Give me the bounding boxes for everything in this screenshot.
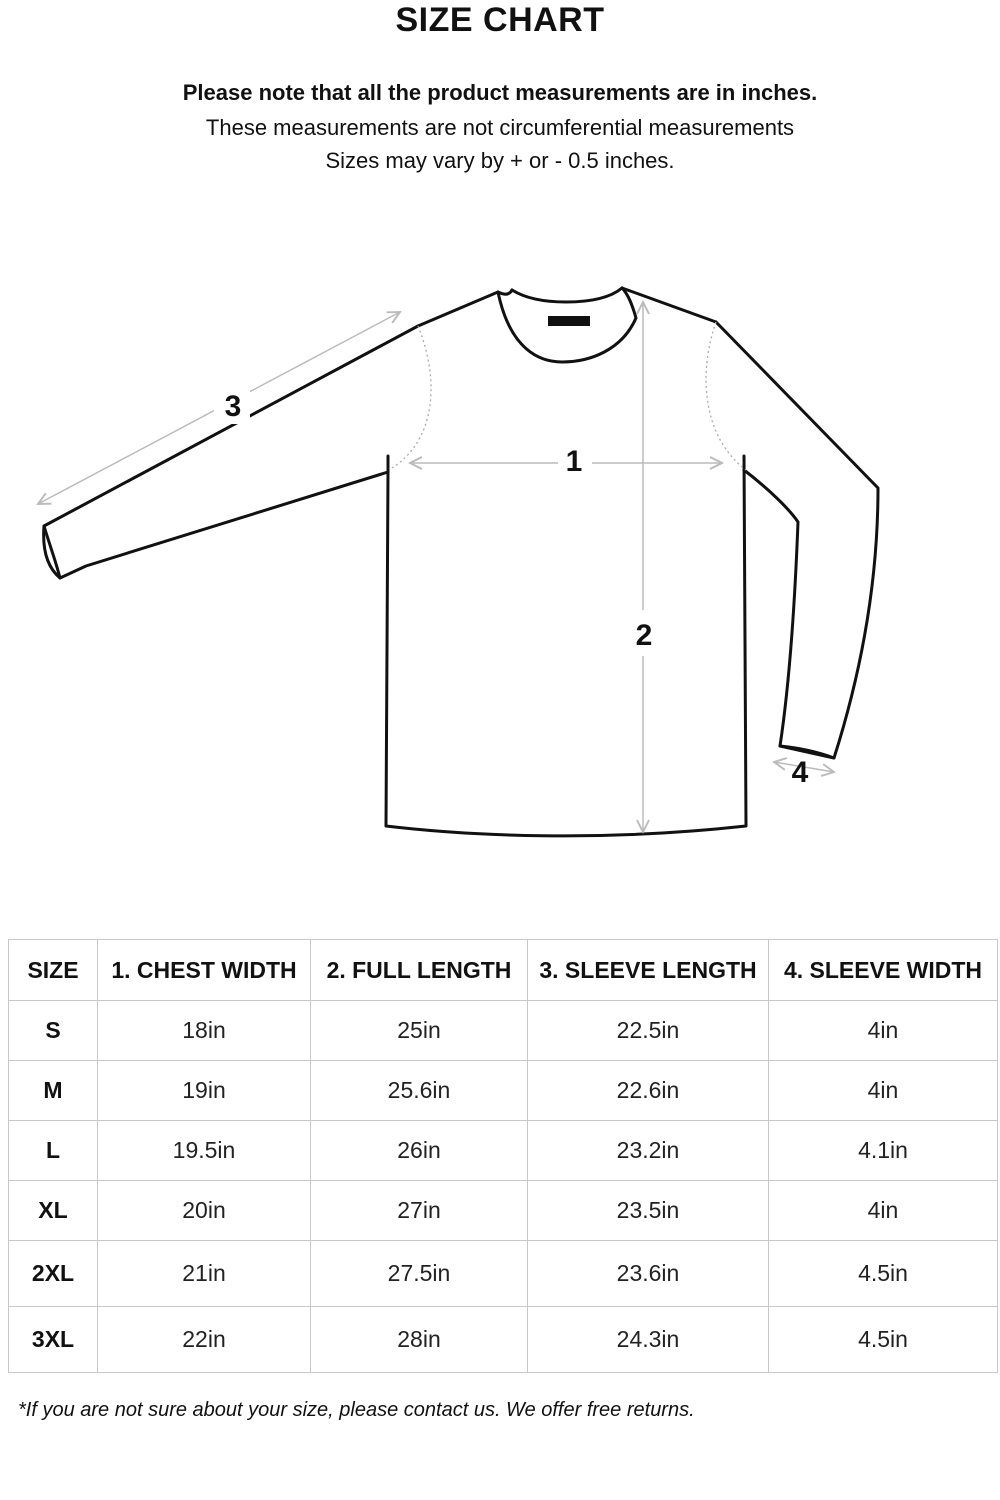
chest-width-cell: 19in: [98, 1061, 311, 1121]
label-sleeve-length: 3: [224, 390, 242, 423]
label-chest-width: 1: [565, 445, 583, 478]
shirt-body: [386, 456, 746, 836]
left-sleeve: [44, 326, 418, 578]
sleeve-width-cell: 4in: [769, 1001, 998, 1061]
collar-band: [498, 290, 512, 294]
shirt-measurement-diagram: [0, 270, 1000, 850]
size-cell: M: [9, 1061, 98, 1121]
table-row: [9, 1061, 998, 1121]
full-length-cell: 25in: [311, 1001, 528, 1061]
sleeve-length-cell: 22.5in: [528, 1001, 769, 1061]
sleeve-width-cell: 4in: [769, 1061, 998, 1121]
chest-width-cell: 18in: [98, 1001, 311, 1061]
header-sleeve-length: 3. SLEEVE LENGTH: [528, 940, 769, 1001]
header-full-length: 2. FULL LENGTH: [311, 940, 528, 1001]
collar-inner: [512, 288, 622, 302]
table-row: [9, 1307, 998, 1373]
size-cell: 3XL: [9, 1307, 98, 1373]
size-cell: XL: [9, 1181, 98, 1241]
sleeve-length-cell: 23.2in: [528, 1121, 769, 1181]
note-not-circumferential: These measurements are not circumferential measurements: [205, 115, 795, 140]
chest-width-cell: 21in: [98, 1241, 311, 1307]
footnote-returns: *If you are not sure about your size, please contact us. We offer free returns.: [18, 1399, 695, 1421]
size-cell: L: [9, 1121, 98, 1181]
full-length-cell: 25.6in: [311, 1061, 528, 1121]
sleeve-width-cell: 4.5in: [769, 1307, 998, 1373]
chest-width-cell: 19.5in: [98, 1121, 311, 1181]
size-table: [8, 939, 998, 1373]
header-size: SIZE: [9, 940, 98, 1001]
header-chest-width: 1. CHEST WIDTH: [98, 940, 311, 1001]
full-length-cell: 26in: [311, 1121, 528, 1181]
header-sleeve-width: 4. SLEEVE WIDTH: [769, 940, 998, 1001]
table-row: [9, 1001, 998, 1061]
sleeve-length-cell: 22.6in: [528, 1061, 769, 1121]
left-shoulder: [418, 292, 498, 326]
sleeve-length-cell: 23.5in: [528, 1181, 769, 1241]
full-length-cell: 28in: [311, 1307, 528, 1373]
chest-width-cell: 22in: [98, 1307, 311, 1373]
label-full-length: 2: [635, 619, 653, 652]
chest-width-cell: 20in: [98, 1181, 311, 1241]
size-cell: 2XL: [9, 1241, 98, 1307]
label-sleeve-width: 4: [791, 756, 809, 789]
neck-label: [548, 316, 590, 326]
table-row: [9, 1121, 998, 1181]
page-title: SIZE CHART: [395, 1, 605, 39]
sleeve-width-cell: 4.1in: [769, 1121, 998, 1181]
shirt-outline: [44, 288, 878, 836]
table-row: [9, 1181, 998, 1241]
sleeve-length-cell: 23.6in: [528, 1241, 769, 1307]
right-sleeve: [716, 322, 878, 758]
sleeve-width-cell: 4.5in: [769, 1241, 998, 1307]
measurement-guides: [38, 302, 834, 832]
table-row: [9, 1241, 998, 1307]
sleeve-length-cell: 24.3in: [528, 1307, 769, 1373]
full-length-cell: 27in: [311, 1181, 528, 1241]
note-inches: Please note that all the product measurements are in inches.: [182, 80, 818, 105]
size-cell: S: [9, 1001, 98, 1061]
full-length-cell: 27.5in: [311, 1241, 528, 1307]
note-size-variance: Sizes may vary by + or - 0.5 inches.: [325, 148, 675, 173]
table-header-row: [9, 940, 998, 1001]
sleeve-width-cell: 4in: [769, 1181, 998, 1241]
